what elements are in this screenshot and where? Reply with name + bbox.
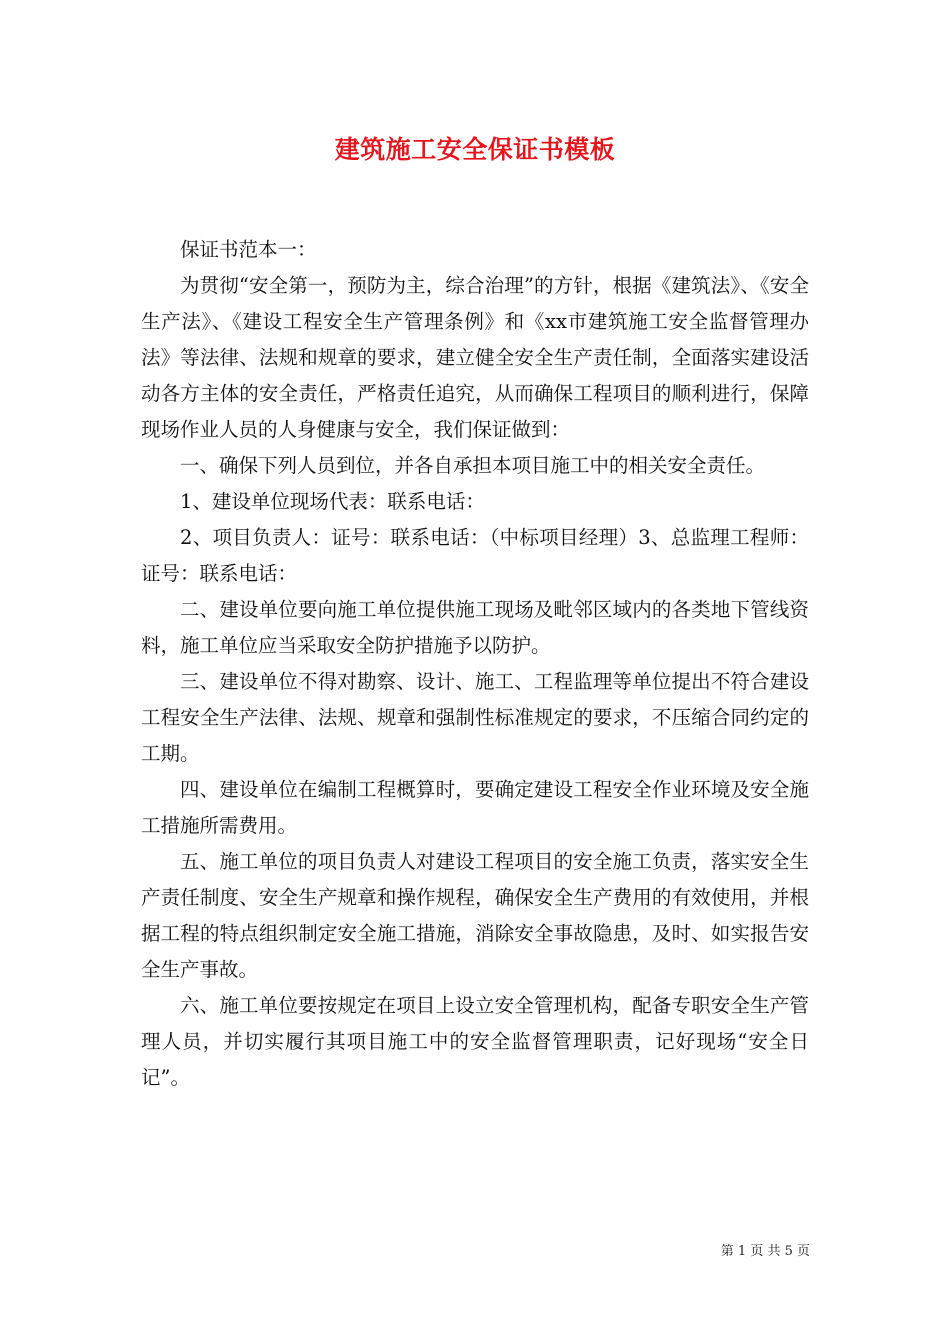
paragraph-item-4: 四、建设单位在编制工程概算时，要确定建设工程安全作业环境及安全施工措施所需费用。	[141, 778, 809, 837]
paragraph-item-3: 三、建设单位不得对勘察、设计、施工、工程监理等单位提出不符合建设工程安全生产法律、法规、规章和强制性标准规定的要求，不压缩合同约定的工期。	[141, 670, 809, 765]
paragraph-contact-2: 2、项目负责人：证号：联系电话：（中标项目经理）3、总监理工程师：证号：联系电话：	[141, 526, 809, 585]
document-body	[141, 232, 809, 1096]
paragraph-contact-1: 1、建设单位现场代表：联系电话：	[180, 490, 485, 513]
paragraph-heading: 保证书范本一：	[180, 238, 317, 261]
paragraph-intro: 为贯彻“安全第一，预防为主，综合治理”的方针，根据《建筑法》、《安全生产法》、《建设工程安全生产管理条例》和《xx市建筑施工安全监督管理办法》等法律、法规和规章的要求，建立健全安全生产责任制，全面落实建设活动各方主体的安全责任，严格责任追究，从而确保工程项目的顺利进行，保障现场作业人员的人身健康与安全，我们保证做到：	[141, 274, 809, 441]
document-title: 建筑施工安全保证书模板	[334, 135, 616, 164]
page-number-footer: 第 1 页 共 5 页	[720, 1244, 810, 1259]
paragraph-item-6: 六、施工单位要按规定在项目上设立安全管理机构，配备专职安全生产管理人员，并切实履行其项目施工中的安全监督管理职责，记好现场“安全日记”。	[141, 994, 809, 1089]
paragraph-item-2: 二、建设单位要向施工单位提供施工现场及毗邻区域内的各类地下管线资料，施工单位应当采取安全防护措施予以防护。	[141, 598, 809, 657]
paragraph-item-1: 一、确保下列人员到位，并各自承担本项目施工中的相关安全责任。	[180, 454, 766, 477]
paragraph-item-5: 五、施工单位的项目负责人对建设工程项目的安全施工负责，落实安全生产责任制度、安全生产规章和操作规程，确保安全生产费用的有效使用，并根据工程的特点组织制定安全施工措施，消除安全事故隐患，及时、如实报告安全生产事故。	[141, 850, 809, 981]
